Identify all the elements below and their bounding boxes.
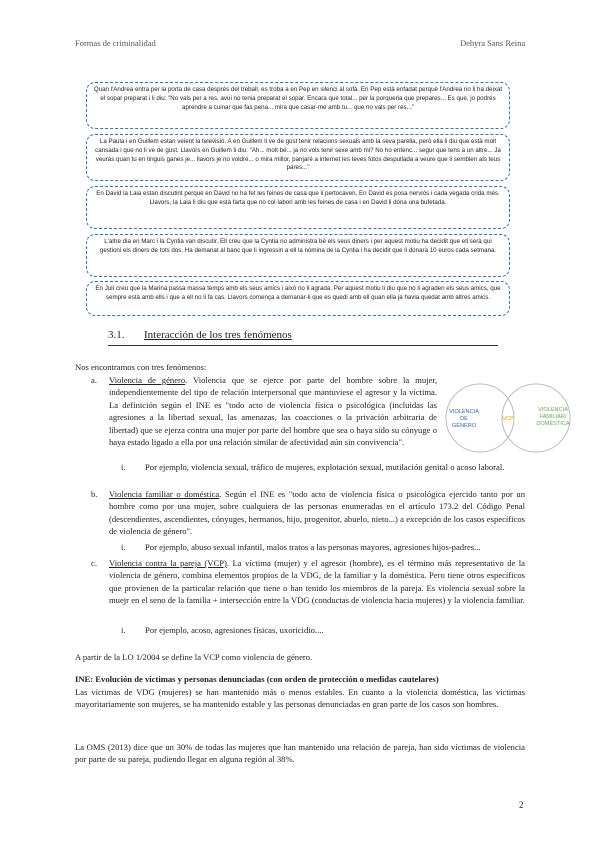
item-b-letter: b.: [91, 489, 98, 499]
item-a-body: . Violencia que se ejerce por parte del hombre sobre la mujer, independientemente del tipo de relación interpersonal que mantuviese el agresor y la víctima. La definición según el INE es "todo acto de violencia física o psicológica (incluidas las agresiones a la libertad sexual, las amenazas, las coacciones o la privación arbitraria de libertad) que se ejerza contra una mujer por parte del hombre que sea o haya sido su cónyuge o haya estado ligado a ella por una relación similar de afectividad aún sin convivencia".: [109, 375, 437, 448]
item-c-term: Violencia contra la pareja (VCP): [109, 558, 227, 568]
item-a-text: [109, 374, 437, 448]
header-right: Dehyra Sans Reina: [460, 38, 526, 48]
item-b-body: . Según el INE es "todo acto de violencia física o psicológica ejercido tanto por un hombre como por una mujer, sobre cualquiera de las personas enumeradas en el artículo 173.2 del Código Penal (descendientes, ascendientes, cónyuges, hermanos, hijo, progenitor, abuelo, nieto...) a excepción de los casos específicos de violencia de género".: [109, 489, 526, 537]
item-a-letter: a.: [91, 375, 97, 385]
quote-box-2: La Paula i en Guillem estan veient la televisió. A en Guillem li ve de gust tenir relacions sexuals amb la seva parella, però ella li diu que està molt cansada i que no li ve de gust. Llavors en Guillem li diu: "Ah... molt bé... ja no vols tenir sexe amb mi? No ho entenc... segur que tens a un altre... Ja veurás quan tu en tinguis ganes je... llavors je no voldré... o mira millor, panjaré a internet les teves fotos despullada a veure que li semblen als teus pares...": [86, 134, 510, 181]
item-b-text: [109, 488, 525, 538]
section-heading: [108, 329, 498, 346]
intro-text: Nos encontramos con tres fenómenos:: [75, 362, 207, 372]
ine-heading: INE: Evolución de víctimas y personas denunciadas (con orden de protección o medidas cautelares): [75, 674, 439, 684]
section-title: Interacción de los tres fenómenos: [144, 329, 292, 341]
quote-box-5: En Julí creu que la Marina passa massa temps amb els seus amics i això no li agrada. Per aquest motiu li diu que no li agraden els seus amics, que sempre està amb ells i que a ell no li fa cas. Llavors comença a demanar-li que es quedi amb ell quan ella ja havia quedat amb altres amics.: [86, 281, 510, 316]
quote-box-3: En David la Laia estan discutint perquè en David no ha fet les feines de casa que li pertocaven. En David es posa nerviós i cada vegada crida més. Llavors, la Laia li diu que està farta que no col·labori amb les feines de casa i en David li dóna una bufetada.: [86, 186, 510, 229]
venn-diagram: [438, 382, 578, 454]
page-number: 2: [519, 800, 524, 810]
quote-box-1: Quan l'Andrea entra per la porta de casa després del treball, es troba a en Pep en silenci al sofà. En Pep està enfadat perquè l'Andrea no li ha deixat el sopar preparat i li diu: "No vals per a res, avui no tenia preparat el sopar. Encara que total... per la porqueria que prepares... Es que, jo podrés aprendre a cuinar que fas pena... mira que casar-me amb tu... que no vals per res...": [86, 82, 510, 129]
item-c-sub: Por ejemplo, acoso, agresiones físicas, uxoricidio....: [145, 625, 324, 635]
item-a-sub-letter: i.: [121, 462, 126, 472]
venn-label-left: VIOLENCIA DE GÉNERO: [449, 409, 479, 429]
item-c-text: [109, 557, 525, 607]
item-a-sub: Por ejemplo, violencia sexual, tráfico de mujeres, explotación sexual, mutilación genital o acoso laboral.: [145, 462, 505, 472]
item-c-sub-letter: i.: [121, 625, 126, 635]
oms-text: La OMS (2013) dice que un 30% de todas las mujeres que han mantenido una relación de pareja, han sido víctimas de violencia por parte de su pareja, pudiendo llegar en alguna región al 38%.: [75, 742, 525, 765]
item-c-body: . La víctima (mujer) y el agresor (hombre), es el término más representativo de la violencia de género, combina elementos propios de la VDG, de la familiar y la doméstica. Pero tiene otros específicos que provienen de la particular relación que tiene o han tenido los miembros de la pareja. Es violencia sexual sobre la muejr en el seno de la familia + intersección entre la VDG (conductas de violencia hacia mujeres) y la violencia familiar.: [109, 558, 526, 606]
venn-label-right: VIOLENCIA FAMILIAR/ DOMÉSTICA: [536, 407, 570, 427]
ine-text: Las víctimas de VDG (mujeres) se han mantenido más o menos estables. En cuanto a la violencia doméstica, las víctimas mayoritariamente son mujeres, se ha mantenido estable y las personas denunciadas en gran parte de los casos son hombres.: [75, 687, 525, 710]
item-c-letter: c.: [91, 558, 97, 568]
item-b-term: Violencia familiar o doméstica: [109, 489, 220, 499]
quote-box-4: L'altre dia en Marc i la Cyntia van discutir. Ell creu que la Cyntia no administra bé els seus diners i per aquest motiu ha decidit que ell serà qui gestioni els diners de tots dos. Ha demanat al banc que li ingressin a ell la nòmina de la Cyntia i ha decidit que li donarà 10 euros cada setmana.: [86, 234, 510, 277]
item-b-sub: Por ejemplo, abuso sexual infantil, malos tratos a las personas mayores, agresiones hijos-padres...: [145, 542, 481, 552]
section-number: 3.1.: [108, 329, 125, 341]
item-b-sub-letter: i.: [121, 542, 126, 552]
item-a-term: Violencia de género: [109, 375, 186, 385]
lo-line: A partir de la LO 1/2004 se define la VCP como violencia de género.: [75, 652, 313, 662]
header-left: Formas de criminalidad: [75, 38, 156, 48]
venn-label-center: VCP: [502, 416, 514, 422]
